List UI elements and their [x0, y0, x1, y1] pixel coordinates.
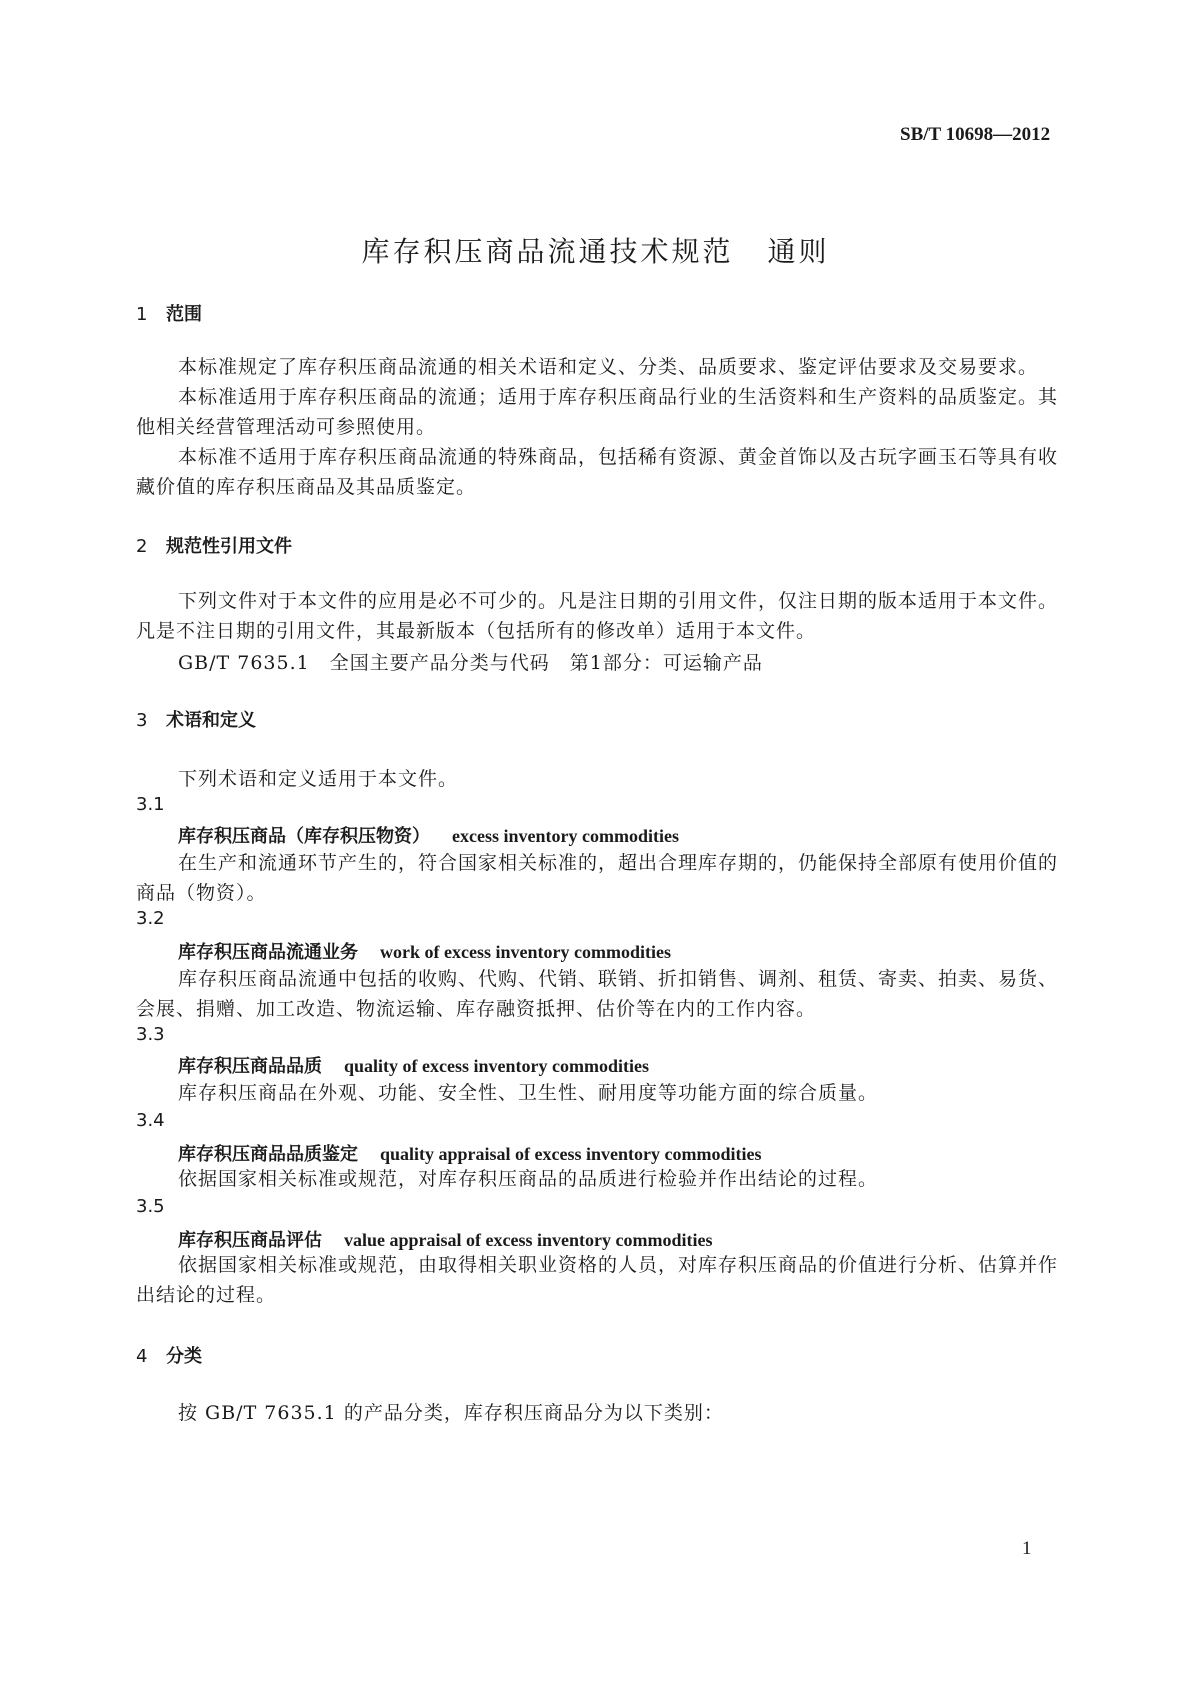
section-heading-2	[136, 532, 292, 558]
standard-number: SB/T 10698—2012	[900, 124, 1051, 145]
scope-paragraph-1: 本标准规定了库存积压商品流通的相关术语和定义、分类、品质要求、鉴定评估要求及交易要求。	[178, 356, 1039, 378]
section-heading-1	[136, 300, 202, 326]
term-heading: 库存积压商品品质 quality of excess inventory commodities	[178, 1056, 649, 1077]
scope-paragraph-3: 本标准不适用于库存积压商品流通的特殊商品，包括稀有资源、黄金首饰以及古玩字画玉石等具有收藏价值的库存积压商品及其品质鉴定。	[136, 446, 1059, 498]
reference-document: GB/T 7635.1 全国主要产品分类与代码 第1部分：可运输产品	[178, 652, 763, 674]
section-number: 4	[136, 1346, 148, 1367]
term-definition: 库存积压商品在外观、功能、安全性、卫生性、耐用度等功能方面的综合质量。	[178, 1082, 879, 1104]
section-title: 规范性引用文件	[166, 536, 292, 557]
term-heading: 库存积压商品流通业务 work of excess inventory commodities	[178, 942, 671, 963]
classification-paragraph: 按 GB/T 7635.1 的产品分类，库存积压商品分为以下类别：	[178, 1402, 724, 1424]
term-heading: 库存积压商品（库存积压物资） excess inventory commodities	[178, 826, 679, 847]
term-number: 3.4	[136, 1110, 165, 1131]
section-number: 3	[136, 710, 148, 731]
section-number: 2	[136, 536, 148, 557]
term-number: 3.1	[136, 794, 165, 815]
term-definition: 在生产和流通环节产生的，符合国家相关标准的，超出合理库存期的，仍能保持全部原有使用价值的商品（物资）。	[136, 852, 1059, 904]
section-title: 术语和定义	[166, 710, 256, 731]
title-sub: 通则	[767, 235, 830, 268]
term-heading: 库存积压商品品质鉴定 quality appraisal of excess inventory commodities	[178, 1144, 762, 1165]
references-paragraph: 下列文件对于本文件的应用是必不可少的。凡是注日期的引用文件，仅注日期的版本适用于本文件。凡是不注日期的引用文件，其最新版本（包括所有的修改单）适用于本文件。	[136, 590, 1059, 642]
term-definition: 库存积压商品流通中包括的收购、代购、代销、联销、折扣销售、调剂、租赁、寄卖、拍卖、易货、会展、捐赠、加工改造、物流运输、库存融资抵押、估价等在内的工作内容。	[136, 968, 1059, 1020]
term-number: 3.2	[136, 908, 165, 929]
section-title: 范围	[166, 304, 202, 325]
page-number: 1	[1022, 1538, 1032, 1559]
term-heading: 库存积压商品评估 value appraisal of excess inventory commodities	[178, 1230, 713, 1251]
term-number: 3.3	[136, 1024, 165, 1045]
term-definition: 依据国家相关标准或规范，对库存积压商品的品质进行检验并作出结论的过程。	[178, 1168, 879, 1190]
term-definition: 依据国家相关标准或规范，由取得相关职业资格的人员，对库存积压商品的价值进行分析、估算并作出结论的过程。	[136, 1254, 1059, 1306]
scope-paragraph-2: 本标准适用于库存积压商品的流通；适用于库存积压商品行业的生活资料和生产资料的品质鉴定。其他相关经营管理活动可参照使用。	[136, 386, 1059, 438]
section-heading-4	[136, 1342, 202, 1368]
section-title: 分类	[166, 1346, 202, 1367]
term-number: 3.5	[136, 1196, 165, 1217]
title-main: 库存积压商品流通技术规范	[361, 235, 734, 268]
document-title	[0, 230, 1191, 270]
section-heading-3	[136, 706, 256, 732]
section-number: 1	[136, 304, 148, 325]
terms-intro: 下列术语和定义适用于本文件。	[178, 768, 459, 790]
